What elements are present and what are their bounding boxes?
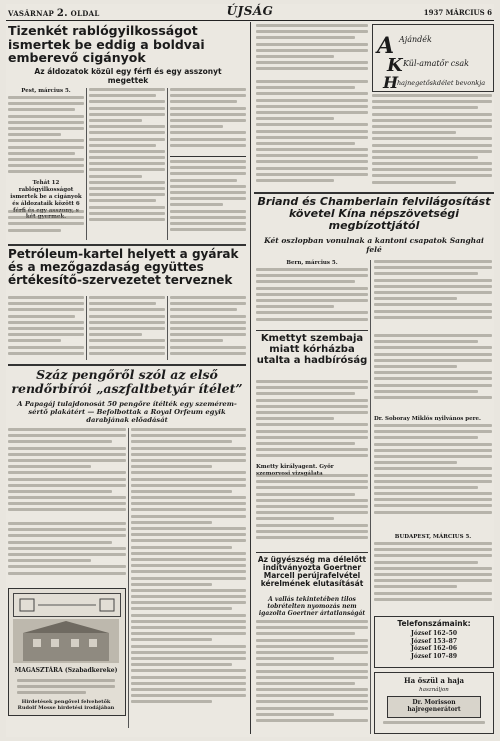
page-number: 2. — [56, 8, 68, 19]
masthead — [6, 4, 494, 21]
divider — [256, 330, 368, 331]
article4-col2b — [374, 334, 492, 414]
hair-ad-body — [383, 721, 485, 729]
article1-headline: Tizenkét rablógyilkosságot ismertek be eddig a boldvai emberevő cigányok — [8, 23, 205, 65]
article2-col2 — [89, 296, 165, 360]
ad-decoration-icon — [14, 594, 120, 616]
hair-ad — [374, 672, 494, 734]
page-word: OLDAL — [70, 9, 100, 18]
article5-inline-head: Kmetty királyagent. Győr — [256, 464, 334, 470]
divider — [170, 156, 246, 157]
building-icon — [13, 619, 119, 663]
article5-body2 — [256, 474, 368, 548]
phone-line: József 162–50 — [411, 630, 457, 637]
article2-headline: Petróleum-kartel helyett a gyárak és a mezőgazdaság együttes értékesítő-szervezetet terveznek — [8, 247, 239, 287]
column-divider — [128, 428, 129, 728]
article1-dateline: Pest, március 5. — [21, 88, 71, 94]
phone-list — [375, 630, 493, 660]
phone-title: Telefonszámaink: — [397, 619, 471, 628]
article3-subhead: A Papagáj tulajdonosát 50 pengőre ítélték egy szemérem-sértő plakátért — Befolbottak a Royal Orfeum egyik darabjának előadását — [17, 400, 237, 425]
article4-headline: Briand és Chamberlain felvilágosítást követel Kína népszövetségi megbízottjától — [257, 195, 491, 232]
column-divider — [370, 260, 371, 734]
right-top-col1b — [256, 80, 368, 190]
article3-headline: Száz pengőről szól az első rendőrbírói „aszfaltbetyár ítélet” — [11, 367, 243, 396]
divider — [256, 552, 368, 553]
article2-col3 — [170, 296, 246, 360]
masthead-left — [8, 8, 100, 19]
article4-col1 — [256, 268, 368, 328]
section-rule — [8, 364, 246, 366]
section-rule — [254, 192, 494, 194]
article5-body — [256, 380, 368, 464]
article3-col2 — [131, 428, 246, 728]
article7-inline-head2: BUDAPEST, MÁRCIUS 5. — [394, 534, 472, 540]
page-center-divider — [250, 22, 251, 734]
script-line2: Kül-amatőr csak — [403, 59, 469, 68]
masthead-title: ÚJSÁG — [226, 4, 274, 18]
right-top-col2 — [372, 94, 492, 190]
masthead-day: VASÁRNAP — [8, 9, 55, 18]
script-line1: Ajándék — [399, 35, 432, 44]
article4-dateline: Bern, március 5. — [286, 260, 338, 266]
article3-col1 — [8, 428, 126, 518]
hair-ad-middle: használjon — [419, 687, 449, 693]
script-notice-box — [372, 24, 494, 92]
article6-headline: Az ügyészség ma délelőtt indítványozta Goertner Marcell perújrafelvétel kérelmének elutasítását — [257, 555, 367, 589]
script-initial-h: H — [383, 73, 399, 92]
script-line3: hajnegetőskdélet bevonkja — [397, 79, 486, 87]
ad-photo — [13, 619, 119, 663]
article7-body — [374, 424, 492, 534]
column-divider — [86, 88, 87, 240]
ad-footer: Hirdetések pengővel felvehetők Rudolf Mosse hirdetési irodájában — [17, 699, 115, 712]
ad-body — [17, 679, 115, 697]
article1-col1-body2 — [8, 210, 84, 238]
hair-ad-top: Ha őszül a haja — [403, 676, 465, 685]
article4-subhead: Két oszlopban vonulnak a kantoni csapatok Sanghai felé — [264, 236, 484, 254]
article1-col2-body — [89, 88, 165, 240]
article7-inline-head: Dr. Soboray Miklós nyilvános pere. — [374, 416, 481, 422]
phone-numbers-box — [374, 616, 494, 668]
masthead-date: 1937 MÁRCIUS 6 — [423, 8, 492, 17]
script-initial-a: A — [377, 33, 395, 59]
article5-headline: Kmettyt szembaja miatt kórházba utalta a hadbíróság — [256, 333, 368, 366]
newspaper-page — [6, 4, 494, 737]
hair-ad-brand: Dr. Morisson hajregenerátort — [387, 696, 481, 718]
article7-body2 — [374, 542, 492, 612]
article6-subhead: A vallás tekintetében tilos tobrételten nyomozás nem igazolta Goertner ártatlanságát — [258, 596, 366, 618]
ad-title: MAGASZTÁRA (Szabadkereke) — [14, 667, 118, 674]
phone-line: József 153–87 — [411, 637, 457, 645]
article3-col1b — [8, 522, 126, 582]
column-divider — [86, 296, 87, 360]
column-divider — [167, 296, 168, 360]
script-initial-k: K — [387, 55, 403, 76]
article4-col2 — [374, 260, 492, 330]
column-divider — [167, 88, 168, 240]
article1-box-text: Tehát 12 rablógyilkosságot ismertek be a cigányok és áldozataik között 6 — [10, 180, 82, 207]
phone-line: József 107–89 — [411, 652, 457, 660]
right-top-col1 — [256, 24, 368, 76]
article1-col3-body — [170, 88, 246, 154]
phone-line: József 162–06 — [411, 645, 457, 652]
article1-col1-body — [8, 96, 84, 178]
hotel-ad — [8, 588, 126, 716]
article1-subhead: Az áldozatok közül egy férfi és egy asszonyt megettek — [34, 67, 222, 85]
article2-col1 — [8, 296, 84, 360]
section-rule — [8, 244, 246, 246]
article1-col3-body2 — [170, 160, 246, 240]
article6-body — [256, 620, 368, 734]
ad-banner — [13, 593, 121, 617]
